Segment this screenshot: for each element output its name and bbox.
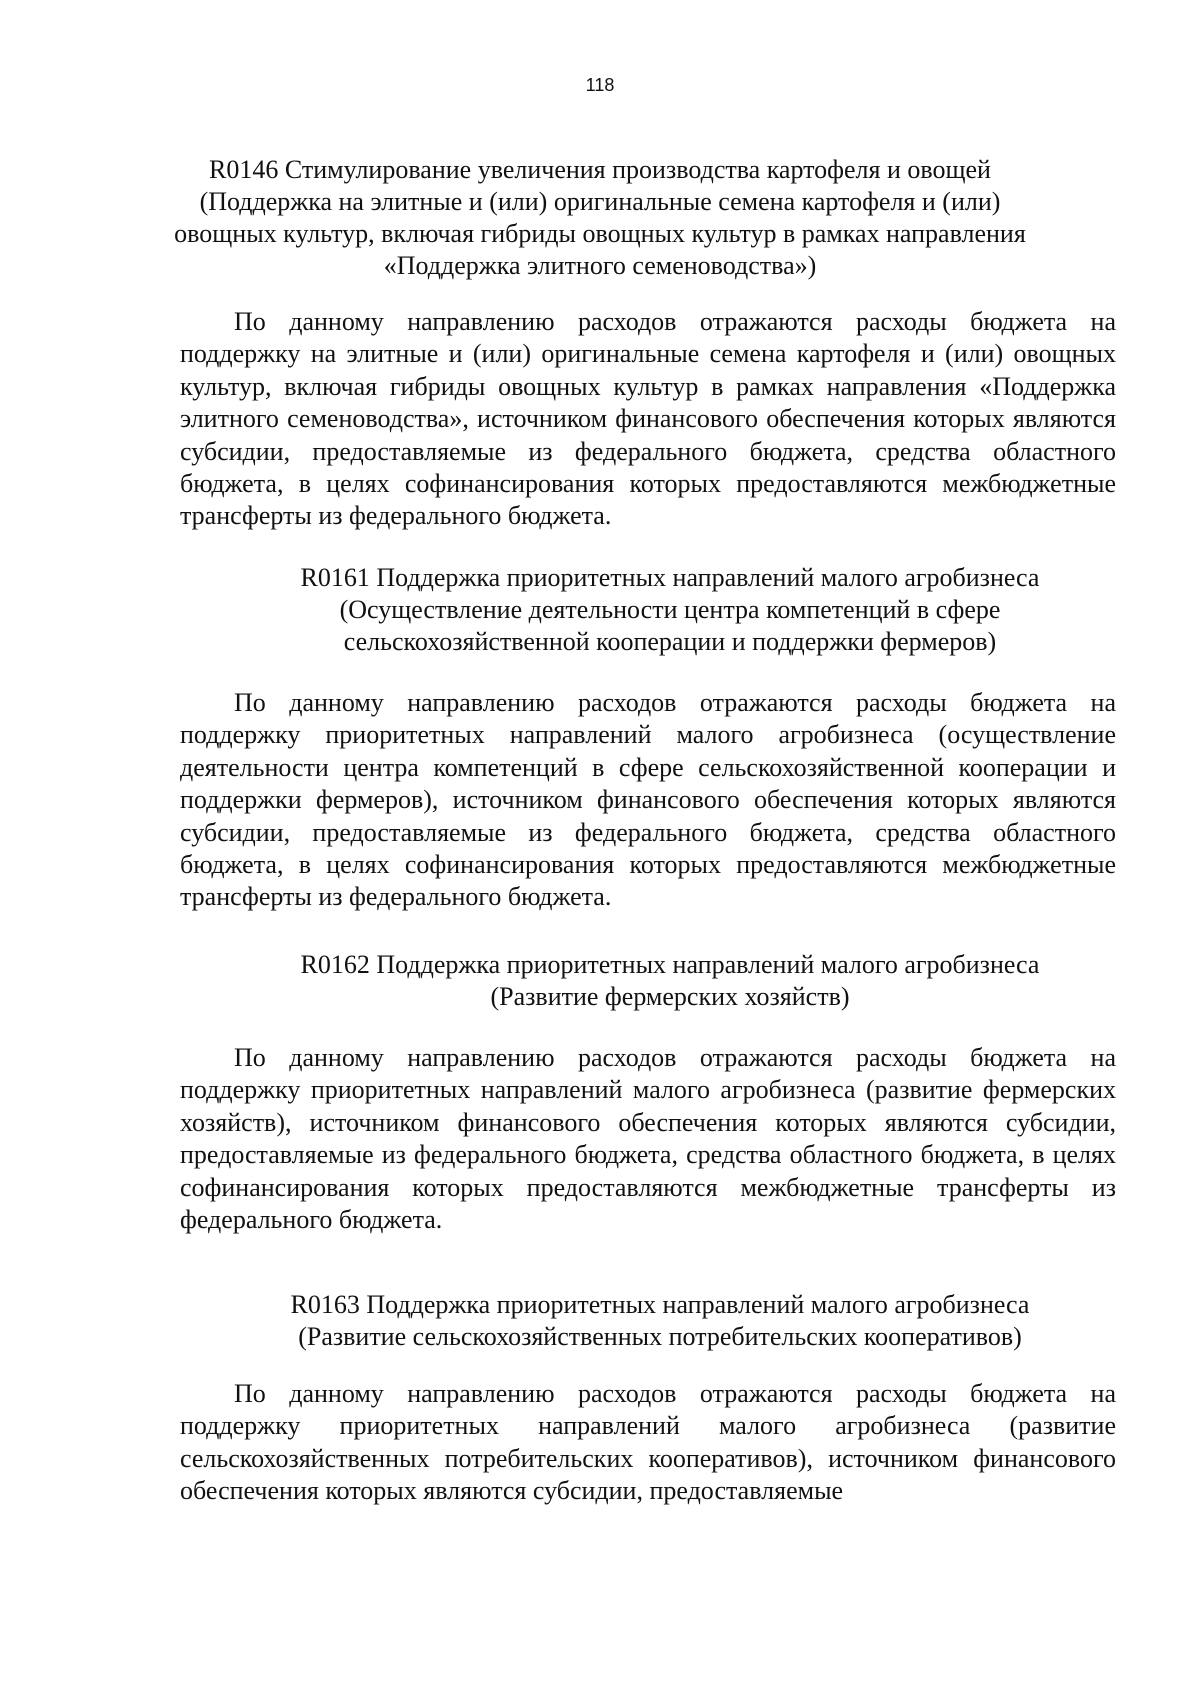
heading-line: R0163 Поддержка приоритетных направлений малого агробизнеса bbox=[290, 1290, 1030, 1319]
section-heading-r0162 bbox=[260, 949, 1080, 1013]
page-number: 118 bbox=[585, 75, 615, 95]
heading-line: (Развитие сельскохозяйственных потребительских кооперативов) bbox=[298, 1322, 1022, 1351]
heading-line: R0162 Поддержка приоритетных направлений малого агробизнеса bbox=[300, 950, 1040, 979]
heading-line: сельскохозяйственной кооперации и поддержки фермеров) bbox=[343, 627, 997, 656]
heading-line: «Поддержка элитного семеноводства») bbox=[383, 251, 817, 280]
section-heading-r0146 bbox=[120, 154, 1080, 282]
heading-line: R0161 Поддержка приоритетных направлений малого агробизнеса bbox=[300, 563, 1040, 592]
heading-line: (Поддержка на элитные и (или) оригинальные семена картофеля и (или) bbox=[199, 187, 1001, 216]
section-paragraph-r0161: По данному направлению расходов отражаются расходы бюджета на поддержку приоритетных направлений малого агробизнеса (осуществление деятельности центра компетенций в сфере сельскохозяйственной кооперации и поддержки фермеров), источником финансового обеспечения которых являются субсидии, предоставляемые из федерального бюджета, средства областного бюджета, в целях софинансирования которых предоставляются межбюджетные трансферты из федерального бюджета. bbox=[180, 688, 1116, 912]
heading-line: R0146 Стимулирование увеличения производства картофеля и овощей bbox=[209, 155, 991, 184]
section-paragraph-r0162: По данному направлению расходов отражаются расходы бюджета на поддержку приоритетных направлений малого агробизнеса (развитие фермерских хозяйств), источником финансового обеспечения которых являются субсидии, предоставляемые из федерального бюджета, средства областного бюджета, в целях софинансирования которых предоставляются межбюджетные трансферты из федерального бюджета. bbox=[180, 1043, 1116, 1235]
section-heading-r0161 bbox=[260, 562, 1080, 658]
section-paragraph-r0146: По данному направлению расходов отражаются расходы бюджета на поддержку на элитные и (или) оригинальные семена картофеля и (или) овощных культур, включая гибриды овощных культур в рамках направления «Поддержка элитного семеноводства», источником финансового обеспечения которых являются субсидии, предоставляемые из федерального бюджета, средства областного бюджета, в целях софинансирования которых предоставляются межбюджетные трансферты из федерального бюджета. bbox=[180, 307, 1116, 531]
heading-line: овощных культур, включая гибриды овощных культур в рамках направления bbox=[174, 219, 1026, 248]
section-heading-r0163 bbox=[240, 1289, 1080, 1353]
section-paragraph-r0163: По данному направлению расходов отражаются расходы бюджета на поддержку приоритетных направлений малого агробизнеса (развитие сельскохозяйственных потребительских кооперативов), источником финансового обеспечения которых являются субсидии, предоставляемые bbox=[180, 1379, 1116, 1506]
heading-line: (Осуществление деятельности центра компетенций в сфере bbox=[339, 595, 1001, 624]
heading-line: (Развитие фермерских хозяйств) bbox=[490, 982, 850, 1011]
